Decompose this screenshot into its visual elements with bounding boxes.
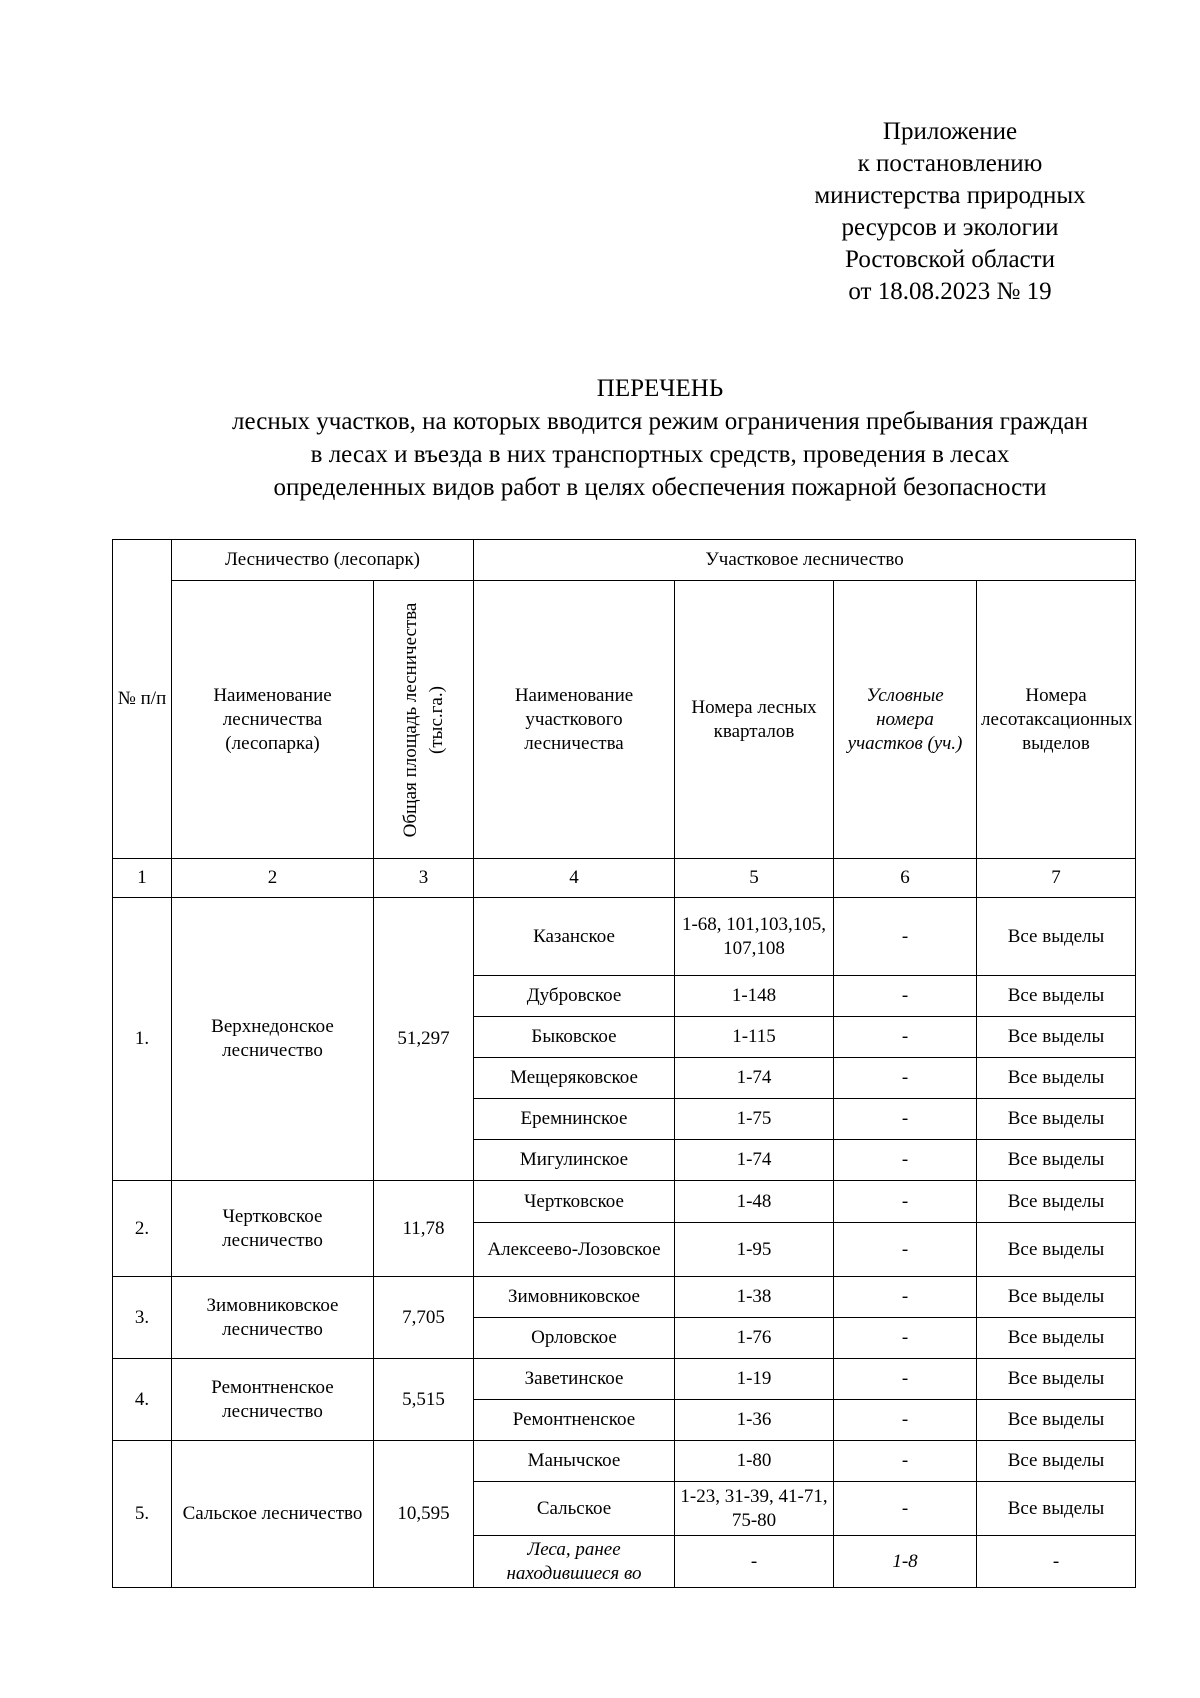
forestry-name: Верхнедонское лесничество: [172, 898, 374, 1181]
district-name: Заветинское: [474, 1359, 675, 1400]
header-sections: Номера лесотаксационных выделов: [977, 581, 1136, 859]
district-name: Ремонтненское: [474, 1400, 675, 1441]
district-name: Дубровское: [474, 976, 675, 1017]
section-numbers: Все выделы: [977, 1441, 1136, 1482]
column-number: 7: [977, 859, 1136, 898]
forestry-number: 4.: [113, 1359, 172, 1441]
plot-numbers: -: [834, 1359, 977, 1400]
plot-numbers: -: [834, 898, 977, 976]
quarter-numbers: 1-80: [675, 1441, 834, 1482]
section-numbers: Все выделы: [977, 898, 1136, 976]
forestry-name: Ремонтненское лесничество: [172, 1359, 374, 1441]
section-numbers: Все выделы: [977, 1359, 1136, 1400]
plot-numbers: -: [834, 1181, 977, 1223]
plot-numbers: -: [834, 1318, 977, 1359]
district-name-text: Леса, ранее находившиеся во: [506, 1538, 642, 1584]
quarter-numbers: 1-74: [675, 1140, 834, 1181]
section-numbers: Все выделы: [977, 976, 1136, 1017]
quarter-numbers: 1-74: [675, 1058, 834, 1099]
forestry-number: 5.: [113, 1441, 172, 1588]
quarter-numbers: 1-95: [675, 1223, 834, 1277]
forestry-area: 51,297: [374, 898, 474, 1181]
plot-numbers: -: [834, 1099, 977, 1140]
section-numbers: Все выделы: [977, 1318, 1136, 1359]
group-header-forestry: Лесничество (лесопарк): [172, 540, 474, 581]
forestry-area: 7,705: [374, 1277, 474, 1359]
appendix-line: Приложение: [882, 118, 1018, 145]
district-name: Алексеево-Лозовское: [474, 1223, 675, 1277]
district-name: Мещеряковское: [474, 1058, 675, 1099]
table-row: [113, 1181, 1136, 1223]
title-line: лесных участков, на которых вводится режим ограничения пребывания граждан: [232, 408, 1088, 435]
appendix-line: к постановлению: [857, 150, 1043, 177]
quarter-numbers: 1-23, 31-39, 41-71, 75-80: [675, 1482, 834, 1536]
forestry-name: Сальское лесничество: [172, 1441, 374, 1588]
table-row: [113, 1441, 1136, 1482]
header-area-text: Общая площадь лесничества (тыс.га.): [399, 602, 447, 837]
table-row: [113, 1359, 1136, 1400]
district-name: Зимовниковское: [474, 1277, 675, 1318]
quarter-numbers: 1-75: [675, 1099, 834, 1140]
appendix-date-line: от 18.08.2023 № 19: [848, 278, 1052, 305]
title-heading: ПЕРЕЧЕНЬ: [596, 375, 724, 402]
appendix-block: [760, 116, 1140, 308]
table-row: [113, 1277, 1136, 1318]
plot-numbers: -: [834, 1482, 977, 1536]
section-numbers: Все выделы: [977, 1058, 1136, 1099]
plot-numbers: -: [834, 1223, 977, 1277]
header-area: [374, 581, 474, 859]
quarter-numbers: 1-148: [675, 976, 834, 1017]
forest-plots-table: [112, 539, 1136, 1588]
forestry-area: 11,78: [374, 1181, 474, 1277]
section-numbers: Все выделы: [977, 1099, 1136, 1140]
document-title: [80, 372, 1200, 504]
header-district-name: Наименование участкового лесничества: [474, 581, 675, 859]
plot-numbers: -: [834, 1140, 977, 1181]
plot-numbers: -: [834, 1441, 977, 1482]
plot-numbers: -: [834, 1277, 977, 1318]
section-numbers: Все выделы: [977, 1277, 1136, 1318]
quarter-numbers: 1-76: [675, 1318, 834, 1359]
forestry-number: 3.: [113, 1277, 172, 1359]
title-line: определенных видов работ в целях обеспечения пожарной безопасности: [273, 474, 1047, 501]
section-numbers: Все выделы: [977, 1017, 1136, 1058]
section-numbers: Все выделы: [977, 1400, 1136, 1441]
district-name: [474, 1536, 675, 1588]
section-numbers: Все выделы: [977, 1223, 1136, 1277]
column-number: 2: [172, 859, 374, 898]
district-name: Мигулинское: [474, 1140, 675, 1181]
table-row: [113, 898, 1136, 976]
plot-numbers: -: [834, 1017, 977, 1058]
section-numbers: Все выделы: [977, 1482, 1136, 1536]
header-num: № п/п: [113, 540, 172, 859]
appendix-line: Ростовской области: [845, 246, 1055, 273]
column-number: 6: [834, 859, 977, 898]
column-number: 1: [113, 859, 172, 898]
district-name: Еремнинское: [474, 1099, 675, 1140]
forestry-area: 10,595: [374, 1441, 474, 1588]
district-name: Сальское: [474, 1482, 675, 1536]
section-numbers: -: [977, 1536, 1136, 1588]
appendix-line: министерства природных: [814, 182, 1086, 209]
column-number: 5: [675, 859, 834, 898]
quarter-numbers: 1-36: [675, 1400, 834, 1441]
column-number: 4: [474, 859, 675, 898]
column-number: 3: [374, 859, 474, 898]
quarter-numbers: 1-19: [675, 1359, 834, 1400]
plot-numbers: 1-8: [834, 1536, 977, 1588]
appendix-line: ресурсов и экологии: [841, 214, 1059, 241]
district-name: Чертковское: [474, 1181, 675, 1223]
section-numbers: Все выделы: [977, 1181, 1136, 1223]
quarter-numbers: 1-115: [675, 1017, 834, 1058]
column-number-row: [113, 859, 1136, 898]
district-name: Орловское: [474, 1318, 675, 1359]
quarter-numbers: 1-38: [675, 1277, 834, 1318]
section-numbers: Все выделы: [977, 1140, 1136, 1181]
quarter-numbers: 1-68, 101,103,105, 107,108: [675, 898, 834, 976]
quarter-numbers: 1-48: [675, 1181, 834, 1223]
forestry-area: 5,515: [374, 1359, 474, 1441]
group-header-district: Участковое лесничество: [474, 540, 1136, 581]
district-name: Манычское: [474, 1441, 675, 1482]
header-plots: Условные номера участков (уч.): [834, 581, 977, 859]
header-quarters: Номера лесных кварталов: [675, 581, 834, 859]
header-forestry-name: Наименование лесничества (лесопарка): [172, 581, 374, 859]
district-name: Быковское: [474, 1017, 675, 1058]
plot-numbers: -: [834, 976, 977, 1017]
title-line: в лесах и въезда в них транспортных средств, проведения в лесах: [310, 441, 1010, 468]
district-name: Казанское: [474, 898, 675, 976]
quarter-numbers: -: [675, 1536, 834, 1588]
plot-numbers: -: [834, 1400, 977, 1441]
forestry-number: 1.: [113, 898, 172, 1181]
forestry-name: Зимовниковское лесничество: [172, 1277, 374, 1359]
forestry-name: Чертковское лесничество: [172, 1181, 374, 1277]
forestry-number: 2.: [113, 1181, 172, 1277]
plot-numbers: -: [834, 1058, 977, 1099]
